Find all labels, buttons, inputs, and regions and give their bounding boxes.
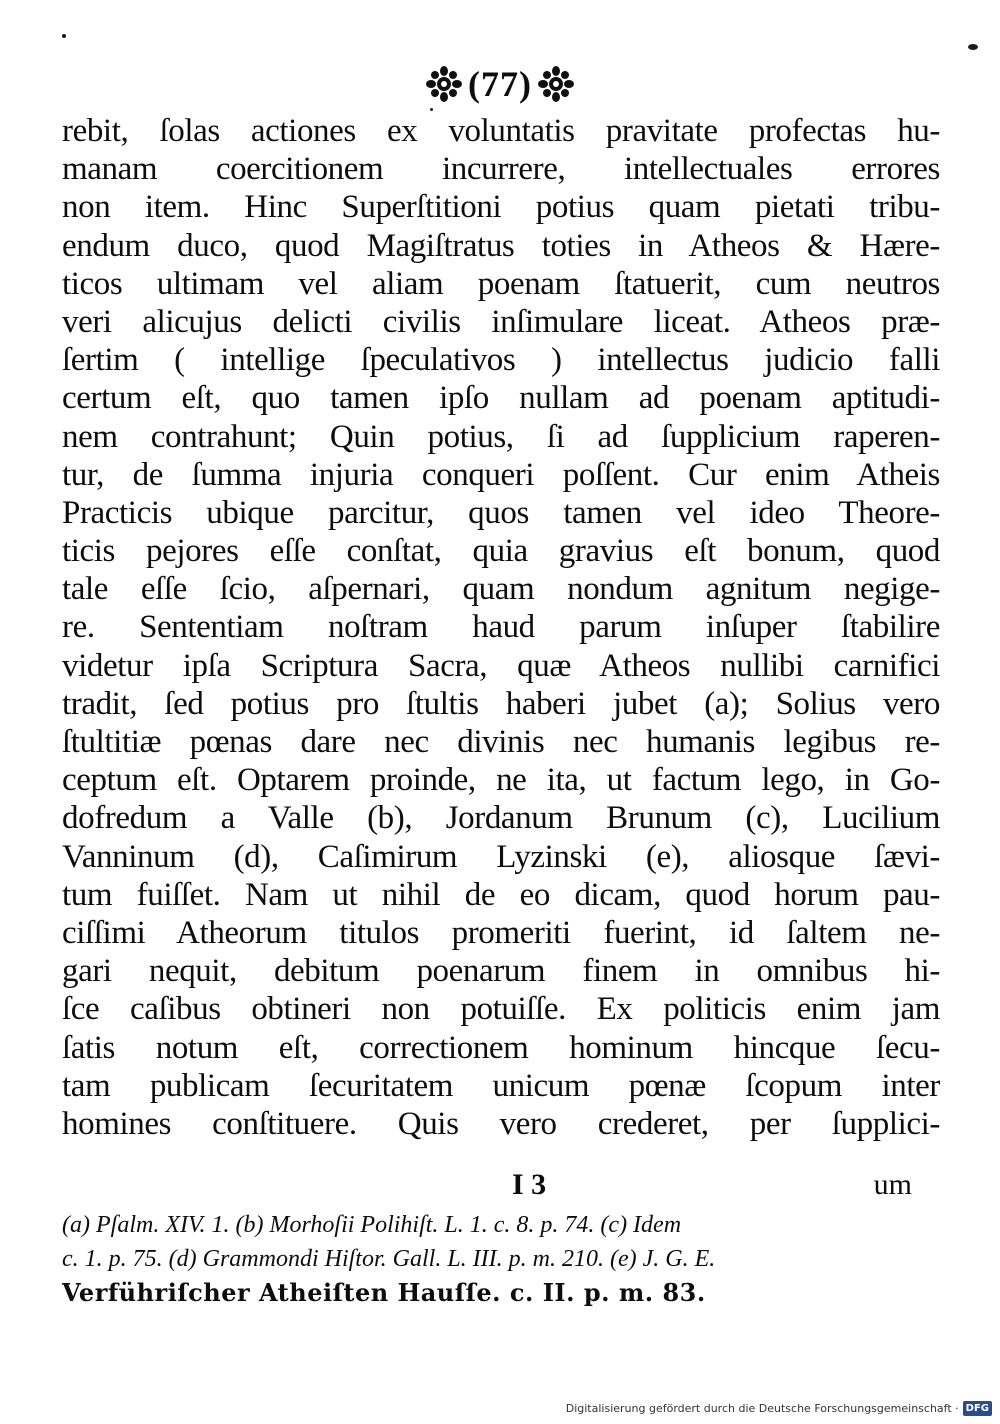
footnote-line: c. 1. p. 75. (d) Grammondi Hiſtor. Gall. L. III. p. m. 210. (e) J. G. E. [62, 1246, 716, 1272]
text-line: non item. Hinc Superſtitioni potius quam pietati tribu- [62, 189, 940, 226]
scan-speck [968, 44, 978, 50]
text-line: endum duco, quod Magiſtratus toties in Atheos & Hære- [62, 227, 940, 264]
signature-mark: I 3 [512, 1168, 547, 1201]
text-line: ſatis notum eſt, correctionem hominum hincque ſecu- [62, 1029, 940, 1066]
text-line: tale eſſe ſcio, aſpernari, quam nondum agnitum negige- [62, 571, 940, 608]
catchword: um [873, 1168, 912, 1201]
footnote-line: (a) Pſalm. XIV. 1. (b) Morhoſii Polihiſt. L. 1. c. 8. p. 74. (c) Idem [62, 1212, 682, 1238]
scan-speck [62, 34, 66, 38]
text-line: dofredum a Valle (b), Jordanum Brunum (c), Lucilium [62, 800, 940, 837]
page-header [0, 60, 1000, 108]
scan-speck [430, 108, 433, 111]
text-line: tam publicam ſecuritatem unicum pœnæ ſcopum inter [62, 1067, 940, 1104]
text-line: videtur ipſa Scriptura Sacra, quæ Atheos nullibi carnifici [62, 647, 940, 684]
text-line: ciſſimi Atheorum titulos promeriti fuerint, id ſaltem ne- [62, 914, 940, 951]
text-line: ceptum eſt. Optarem proinde, ne ita, ut factum lego, in Go- [62, 762, 940, 799]
text-line: ſertim ( intellige ſpeculativos ) intellectus judicio falli [62, 342, 940, 379]
text-line: re. Sententiam noſtram haud parum inſuper ſtabilire [62, 609, 940, 646]
text-line: gari nequit, debitum poenarum finem in omnibus hi- [62, 953, 940, 990]
flower-ornament-icon [538, 66, 574, 102]
text-line: ticis pejores eſſe conſtat, quia gravius eſt bonum, quod [62, 533, 940, 570]
signature-catchword-row [62, 1168, 940, 1204]
digitization-footer [566, 1398, 992, 1418]
text-line: manam coercitionem incurrere, intellectuales errores [62, 151, 940, 188]
text-line: homines conſtituere. Quis vero crederet, per ſupplici- [62, 1105, 940, 1142]
text-line: Practicis ubique parcitur, quos tamen vel ideo Theore- [62, 494, 940, 531]
flower-ornament-icon [426, 66, 462, 102]
text-line: ſtultitiæ pœnas dare nec divinis nec humanis legibus re- [62, 724, 940, 760]
footnotes [62, 1208, 940, 1310]
text-line: rebit, ſolas actiones ex voluntatis pravitate profectas hu- [62, 113, 940, 149]
text-line: nem contrahunt; Quin potius, ſi ad ſupplicium raperen- [62, 418, 940, 455]
page-number: (77) [468, 64, 532, 104]
digitization-note: Digitalisierung gefördert durch die Deutsche Forschungsgemeinschaft · [565, 1401, 959, 1415]
text-line: Vanninum (d), Caſimirum Lyzinski (e), aliosque ſævi- [62, 838, 940, 875]
text-line: ticos ultimam vel aliam poenam ſtatuerit, cum neutros [62, 265, 940, 302]
main-text-block [62, 112, 940, 1143]
footnote-line: Verführiſcher Atheiſten Hauſſe. c. II. p. m. 83. [62, 1278, 706, 1307]
dfg-logo: DFG [963, 1401, 992, 1416]
text-line: tum fuiſſet. Nam ut nihil de eo dicam, quod horum pau- [62, 876, 940, 913]
text-line: tradit, ſed potius pro ſtultis haberi jubet (a); Solius vero [62, 685, 940, 722]
text-line: tur, de ſumma injuria conqueri poſſent. Cur enim Atheis [62, 456, 940, 493]
text-line: ſce caſibus obtineri non potuiſſe. Ex politicis enim jam [62, 991, 940, 1028]
text-line: veri alicujus delicti civilis inſimulare liceat. Atheos præ- [62, 303, 940, 340]
text-line: certum eſt, quo tamen ipſo nullam ad poenam aptitudi- [62, 380, 940, 417]
